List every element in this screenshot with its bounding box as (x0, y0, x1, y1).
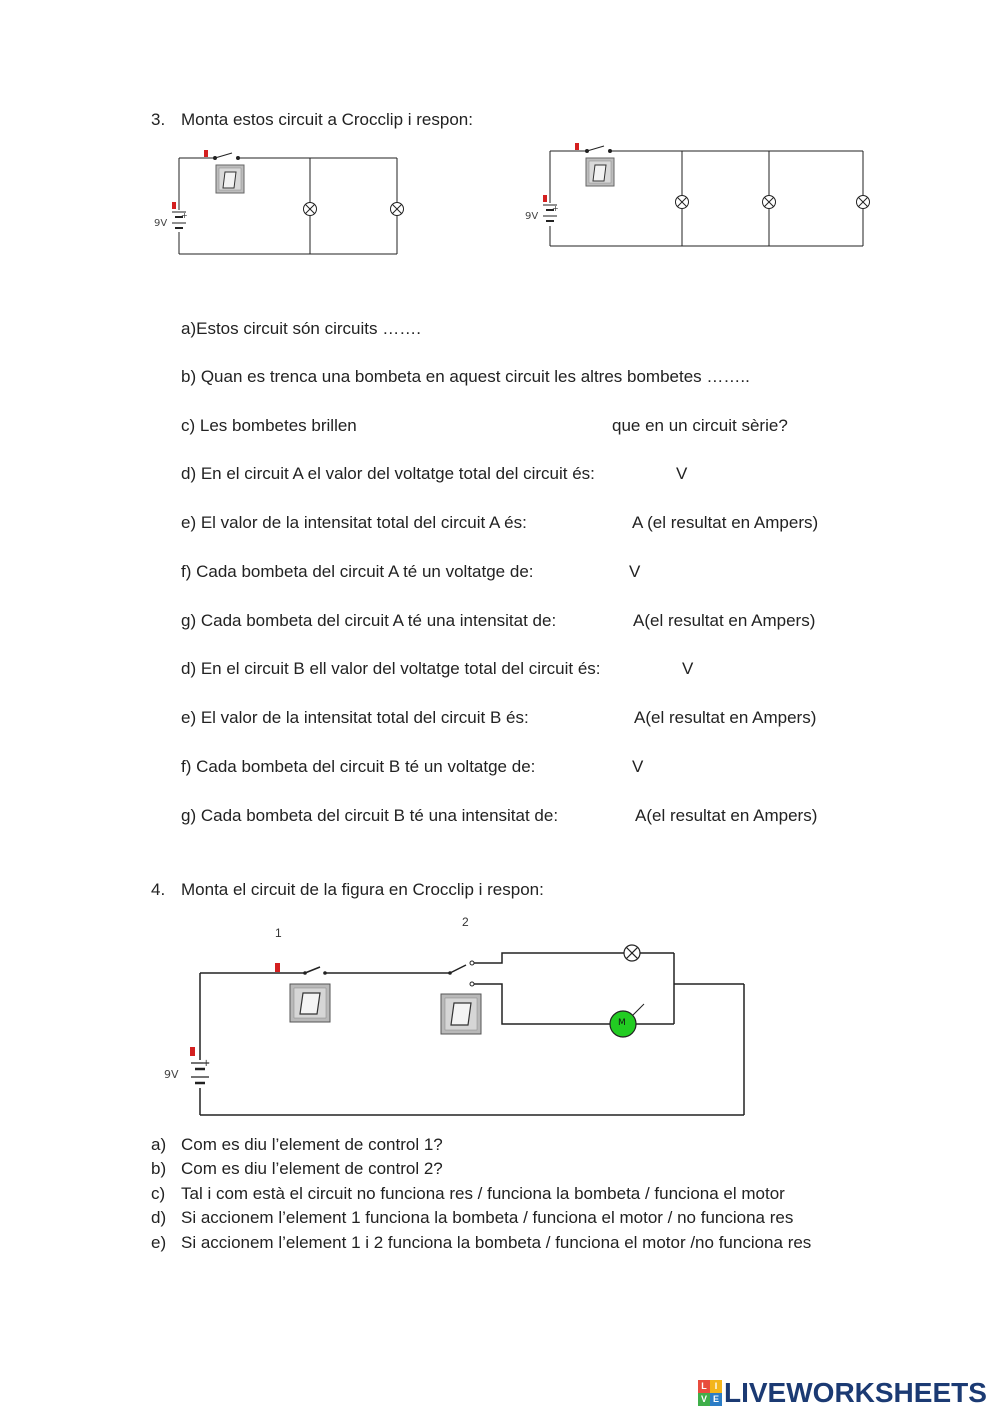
svg-text:+: + (202, 1058, 211, 1069)
q3-item-e-b-unit: A(el resultat en Ampers) (634, 708, 817, 727)
circuit-a-lamp-1 (304, 203, 317, 216)
q4-a-letter: a) (151, 1135, 167, 1154)
circuit-b-battery-marker (543, 195, 547, 202)
circuit-b-lamp-3 (857, 196, 870, 209)
q4-c-text: Tal i com està el circuit no funciona res / funciona la bombeta / funciona el motor (181, 1184, 785, 1203)
q3-item-d-a: d) En el circuit A el valor del voltatge total del circuit és: (181, 464, 595, 483)
q4-b-letter: b) (151, 1159, 167, 1178)
q3-item-f-b-unit: V (632, 757, 644, 776)
q3-item-d-b-unit: V (682, 659, 694, 678)
q3-title: Monta estos circuit a Crocclip i respon: (181, 110, 473, 129)
q4-switch-1-box (290, 984, 330, 1022)
q4-d-text: Si accionem l’element 1 funciona la bombeta / funciona el motor / no funciona res (181, 1208, 794, 1227)
logo-text: LIVEWORKSHEETS (724, 1377, 987, 1408)
q4-c-letter: c) (151, 1184, 166, 1203)
q3-item-f-a-unit: V (629, 562, 641, 581)
q3-item-g-a-unit: A(el resultat en Ampers) (633, 611, 816, 630)
circuit-a-battery-label: 9V (154, 218, 168, 229)
q3-item-b: b) Quan es trenca una bombeta en aquest circuit les altres bombetes …….. (181, 367, 750, 386)
circuit-a (179, 153, 397, 254)
q3-item-c-suffix: que en un circuit sèrie? (612, 416, 788, 435)
q3-item-e-a: e) El valor de la intensitat total del circuit A és: (181, 513, 527, 532)
q4-switch-2-box (441, 994, 481, 1034)
liveworksheets-logo[interactable] (698, 1377, 987, 1409)
q3-item-g-b-unit: A(el resultat en Ampers) (635, 806, 818, 825)
q3-item-f-b: f) Cada bombeta del circuit B té un voltatge de: (181, 757, 536, 776)
q4-battery-label: 9V (164, 1068, 179, 1081)
q4-a-text: Com es diu l’element de control 1? (181, 1135, 443, 1154)
q3-item-d-a-unit: V (676, 464, 688, 483)
q3-item-a: a)Estos circuit són circuits ……. (181, 319, 421, 338)
q3-item-f-a: f) Cada bombeta del circuit A té un voltatge de: (181, 562, 534, 581)
q3-item-c: c) Les bombetes brillen (181, 416, 357, 435)
q3-item-g-b: g) Cada bombeta del circuit B té una intensitat de: (181, 806, 559, 825)
circuit-b-battery-label: 9V (525, 211, 539, 222)
q4-e-text: Si accionem l’element 1 i 2 funciona la bombeta / funciona el motor /no funciona res (181, 1233, 812, 1252)
circuit-a-lamp-2 (391, 203, 404, 216)
q3-item-e-b: e) El valor de la intensitat total del circuit B és: (181, 708, 529, 727)
q3-item-g-a: g) Cada bombeta del circuit A té una intensitat de: (181, 611, 557, 630)
q3-number: 3. (151, 110, 166, 129)
svg-text:+: + (552, 204, 559, 213)
q4-element-2-label: 2 (462, 915, 469, 929)
circuit-a-battery-marker (172, 202, 176, 209)
q4-element-1-label: 1 (275, 926, 282, 940)
q4-motor (610, 1004, 644, 1037)
logo-badge-icon: L I V E (698, 1380, 722, 1406)
q4-lamp (624, 945, 640, 961)
q4-motor-label: M (618, 1018, 626, 1028)
circuit-b-lamp-1 (676, 196, 689, 209)
q4-switch-1-marker (275, 963, 280, 972)
circuit-b-lamp-2 (763, 196, 776, 209)
circuit-b-switch-marker (575, 143, 579, 150)
q4-d-letter: d) (151, 1208, 167, 1227)
q4-b-text: Com es diu l’element de control 2? (181, 1159, 443, 1178)
q4-title: Monta el circuit de la figura en Crocclip i respon: (181, 880, 544, 899)
circuit-b-switch-box (586, 158, 614, 186)
circuit-a-switch-marker (204, 150, 208, 157)
q3-item-d-b: d) En el circuit B ell valor del voltatge total del circuit és: (181, 659, 601, 678)
svg-text:+: + (181, 211, 188, 220)
q4-battery-marker (190, 1047, 195, 1056)
q4-number: 4. (151, 880, 166, 899)
q4-e-letter: e) (151, 1233, 167, 1252)
circuit-a-switch-box (216, 165, 244, 193)
q3-item-e-a-unit: A (el resultat en Ampers) (632, 513, 819, 532)
